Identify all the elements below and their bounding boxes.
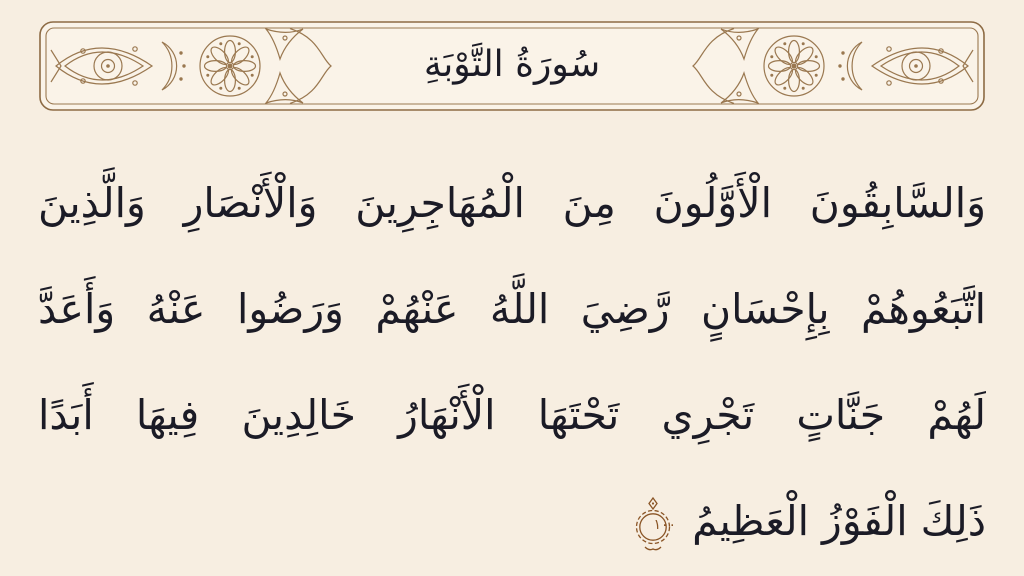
verse-line-4 xyxy=(38,468,986,574)
verse-number: ١٠٠ xyxy=(653,517,677,533)
surah-title: سُورَةُ التَّوْبَةِ xyxy=(423,43,601,85)
verse-number-medallion xyxy=(630,495,676,553)
verse-line-4-text: ذَلِكَ الْفَوْزُ الْعَظِيمُ xyxy=(692,497,986,545)
verse-line-1: وَالسَّابِقُونَ الْأَوَّلُونَ مِنَ الْمُهَاجِرِينَ وَالْأَنْصَارِ وَالَّذِينَ xyxy=(38,179,986,227)
surah-header-banner xyxy=(38,20,986,112)
verse-text-block xyxy=(38,150,986,574)
verse-line-3: لَهُمْ جَنَّاتٍ تَجْرِي تَحْتَهَا الْأَنْهَارُ خَالِدِينَ فِيهَا أَبَدًا xyxy=(38,391,986,439)
verse-line-2: اتَّبَعُوهُمْ بِإِحْسَانٍ رَّضِيَ اللَّهُ عَنْهُمْ وَرَضُوا عَنْهُ وَأَعَدَّ xyxy=(38,285,986,333)
